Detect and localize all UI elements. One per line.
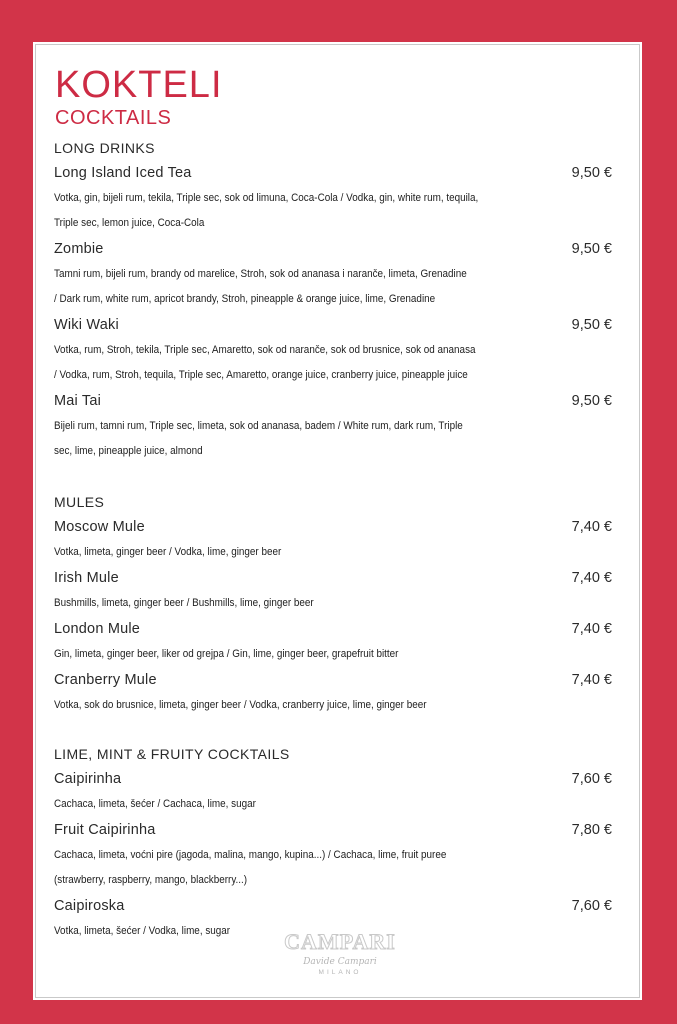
- item-price: 7,40 €: [571, 672, 612, 688]
- item-description-line: Gin, limeta, ginger beer, liker od grejpa / Gin, lime, ginger beer, grapefruit bitter: [54, 648, 399, 660]
- logo-city: MILANO: [318, 969, 362, 976]
- item-description: [54, 540, 486, 565]
- menu-item: [54, 817, 614, 893]
- item-price: 9,50 €: [571, 241, 612, 257]
- item-description-line: Bushmills, limeta, ginger beer / Bushmills, lime, ginger beer: [54, 597, 314, 609]
- section-lime-mint-fruity: [54, 742, 614, 944]
- item-description: [54, 262, 486, 312]
- menu-item: [54, 236, 614, 312]
- item-name: Wiki Waki: [54, 317, 119, 333]
- item-description-line: (strawberry, raspberry, mango, blackberry...): [54, 874, 248, 886]
- item-price: 7,80 €: [571, 822, 612, 838]
- item-name: Moscow Mule: [54, 519, 145, 535]
- item-description-line: Cachaca, limeta, šećer / Cachaca, lime, sugar: [54, 798, 256, 810]
- item-description: [54, 693, 486, 718]
- section-long-drinks: [54, 136, 614, 464]
- item-price: 9,50 €: [571, 165, 612, 181]
- item-description: [54, 919, 486, 944]
- item-name: London Mule: [54, 621, 141, 637]
- item-description: [54, 843, 486, 893]
- menu-item: [54, 160, 614, 236]
- section-title: LONG DRINKS: [54, 140, 155, 156]
- item-description: [54, 642, 486, 667]
- item-description-line: / Dark rum, white rum, apricot brandy, Stroh, pineapple & orange juice, lime, Grenadine: [54, 293, 436, 305]
- item-price: 9,50 €: [571, 317, 612, 333]
- item-description-line: Votka, gin, bijeli rum, tekila, Triple sec, sok od limuna, Coca-Cola / Vodka, gin, white rum, tequila,: [54, 192, 479, 204]
- section-title: LIME, MINT & FRUITY COCKTAILS: [54, 746, 290, 762]
- menu-item: [54, 388, 614, 464]
- logo-signature: Davide Campari: [303, 957, 377, 967]
- item-description-line: Bijeli rum, tamni rum, Triple sec, limeta, sok od ananasa, badem / White rum, dark rum, Triple: [54, 420, 463, 432]
- item-name: Irish Mule: [54, 570, 119, 586]
- menu-item: [54, 514, 614, 565]
- logo-wordmark: CAMPARI: [284, 929, 396, 954]
- menu-item: [54, 766, 614, 817]
- item-description-line: Votka, limeta, šećer / Vodka, lime, sugar: [54, 925, 231, 937]
- item-price: 9,50 €: [571, 393, 612, 409]
- item-description-line: Cachaca, limeta, voćni pire (jagoda, malina, mango, kupina...) / Cachaca, lime, fruit puree: [54, 849, 447, 861]
- item-description: [54, 186, 486, 236]
- item-name: Cranberry Mule: [54, 672, 157, 688]
- item-description-line: Votka, rum, Stroh, tekila, Triple sec, Amaretto, sok od naranče, sok od brusnice, sok od ananasa: [54, 344, 476, 356]
- item-description-line: sec, lime, pineapple juice, almond: [54, 445, 203, 457]
- item-description-line: Votka, sok do brusnice, limeta, ginger beer / Vodka, cranberry juice, lime, ginger beer: [54, 699, 427, 711]
- item-description: [54, 792, 486, 817]
- item-description: [54, 414, 486, 464]
- item-name: Long Island Iced Tea: [54, 165, 192, 181]
- item-price: 7,60 €: [571, 898, 612, 914]
- item-description-line: Tamni rum, bijeli rum, brandy od marelice, Stroh, sok od ananasa i naranče, limeta, Grenadine: [54, 268, 467, 280]
- menu-content: [54, 136, 614, 944]
- item-name: Zombie: [54, 241, 104, 257]
- item-name: Caipiroska: [54, 898, 125, 914]
- menu-item: [54, 312, 614, 388]
- item-description: [54, 591, 486, 616]
- section-title: MULES: [54, 494, 105, 510]
- menu-item: [54, 667, 614, 718]
- item-price: 7,40 €: [571, 621, 612, 637]
- section-mules: [54, 490, 614, 718]
- item-price: 7,40 €: [571, 519, 612, 535]
- section-spacer: [54, 464, 614, 490]
- menu-item: [54, 565, 614, 616]
- section-spacer: [54, 718, 614, 742]
- item-name: Fruit Caipirinha: [54, 822, 156, 838]
- item-description: [54, 338, 486, 388]
- menu-subtitle: COCKTAILS: [55, 107, 172, 129]
- menu-title: KOKTELI: [55, 64, 223, 106]
- menu-card: [33, 42, 642, 1000]
- item-description-line: / Vodka, rum, Stroh, tequila, Triple sec, Amaretto, orange juice, cranberry juice, pineapple juice: [54, 369, 468, 381]
- item-description-line: Votka, limeta, ginger beer / Vodka, lime, ginger beer: [54, 546, 282, 558]
- item-description-line: Triple sec, lemon juice, Coca-Cola: [54, 217, 205, 229]
- item-name: Mai Tai: [54, 393, 102, 409]
- campari-logo: [280, 930, 400, 990]
- item-price: 7,40 €: [571, 570, 612, 586]
- item-name: Caipirinha: [54, 771, 122, 787]
- item-price: 7,60 €: [571, 771, 612, 787]
- menu-item: [54, 616, 614, 667]
